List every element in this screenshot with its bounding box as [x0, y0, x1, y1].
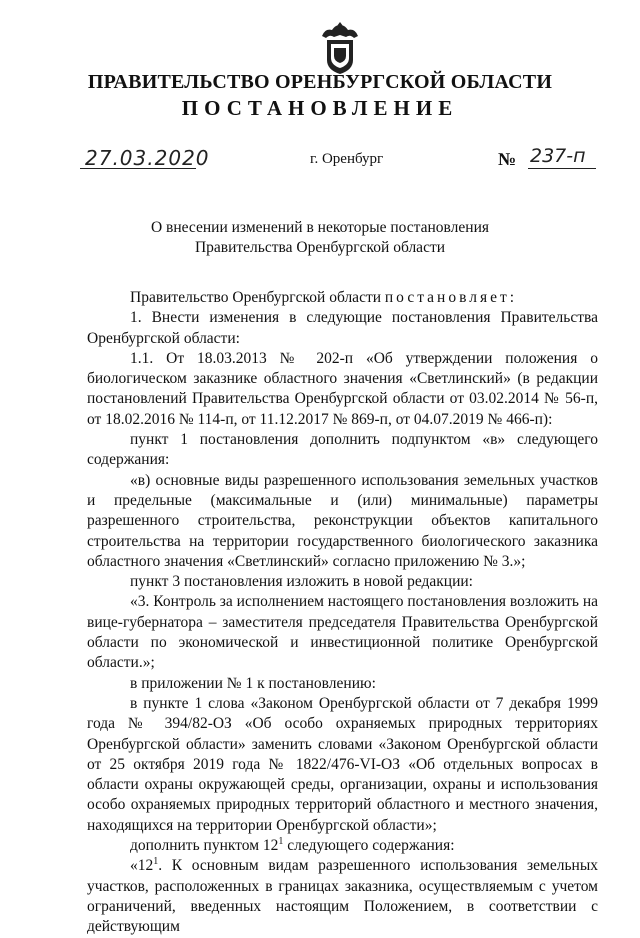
paragraph: в приложении № 1 к постановлению: [130, 674, 376, 692]
date-underline [80, 168, 196, 169]
paragraph: 1.1. От 18.03.2013 № 202-п «Об утверждении положения о биологическом заказнике областного значения «Светлинский» (в редакции постановлений Правительства Оренбургской области от 03.02.2014 № 56-п, от 18.02.2016 № 114-п, от 11.12.2017 № 869-п, от 04.07.2019 № 466-п): [87, 349, 598, 428]
paragraph: 1. Внести изменения в следующие постановления Правительства Оренбургской области: [87, 309, 598, 347]
paragraph: Правительство Оренбургской области постановляет: [130, 289, 518, 306]
heading-line-1: О внесении изменений в некоторые постановления [150, 219, 490, 236]
document-heading [0, 218, 640, 258]
document-body [87, 288, 598, 938]
coat-of-arms-icon [318, 20, 362, 76]
document-date: 27.03.2020 [85, 146, 210, 170]
document-number: 237-п [530, 145, 586, 167]
paragraph: «в) основные виды разрешенного использования земельных участков и предельные (максимальные и (или) минимальные) параметры разрешенного строительства, реконструкции объектов капитального строительства на территории государственного биологического заказника областного значения «Светлинский» согласно приложению № 3.»; [87, 471, 598, 570]
heading-line-2: Правительства Оренбургской области [194, 239, 446, 256]
number-underline [528, 168, 596, 169]
number-sign: № [498, 149, 517, 169]
paragraph: пункт 1 постановления дополнить подпунктом «в» следующего содержания: [87, 431, 598, 469]
paragraph: в пункте 1 слова «Законом Оренбургской области от 7 декабря 1999 года № 394/82-ОЗ «Об особо охраняемых природных территориях Оренбургской области» заменить словами «Законом Оренбургской области от 25 октября 2019 года № 1822/476-VI-ОЗ «Об отдельных вопросах в области охраны окружающей среды, организации, охраны и использования особо охраняемых природных территорий областного и местного значения, находящихся на территории Оренбургской области»; [87, 694, 598, 834]
paragraph: «3. Контроль за исполнением настоящего постановления возложить на вице-губернатора – заместителя председателя Правительства Оренбургской области по экономической и инвестиционной политике Оренбургской области.»; [87, 593, 598, 672]
organization-title: ПРАВИТЕЛЬСТВО ОРЕНБУРГСКОЙ ОБЛАСТИ [87, 71, 553, 93]
paragraph: пункт 3 постановления изложить в новой редакции: [130, 573, 473, 591]
document-type: ПОСТАНОВЛЕНИЕ [181, 96, 459, 120]
city: г. Оренбург [310, 151, 384, 167]
paragraph: «$12^1$. К основным видам разрешенного использования земельных участков, расположенных в границах заказника, осуществляемым с учетом ограничений, введенных настоящим Положением, в соответствии с действующим [87, 856, 598, 936]
paragraph: дополнить пунктом $12^1$ следующего содержания: [130, 835, 455, 855]
